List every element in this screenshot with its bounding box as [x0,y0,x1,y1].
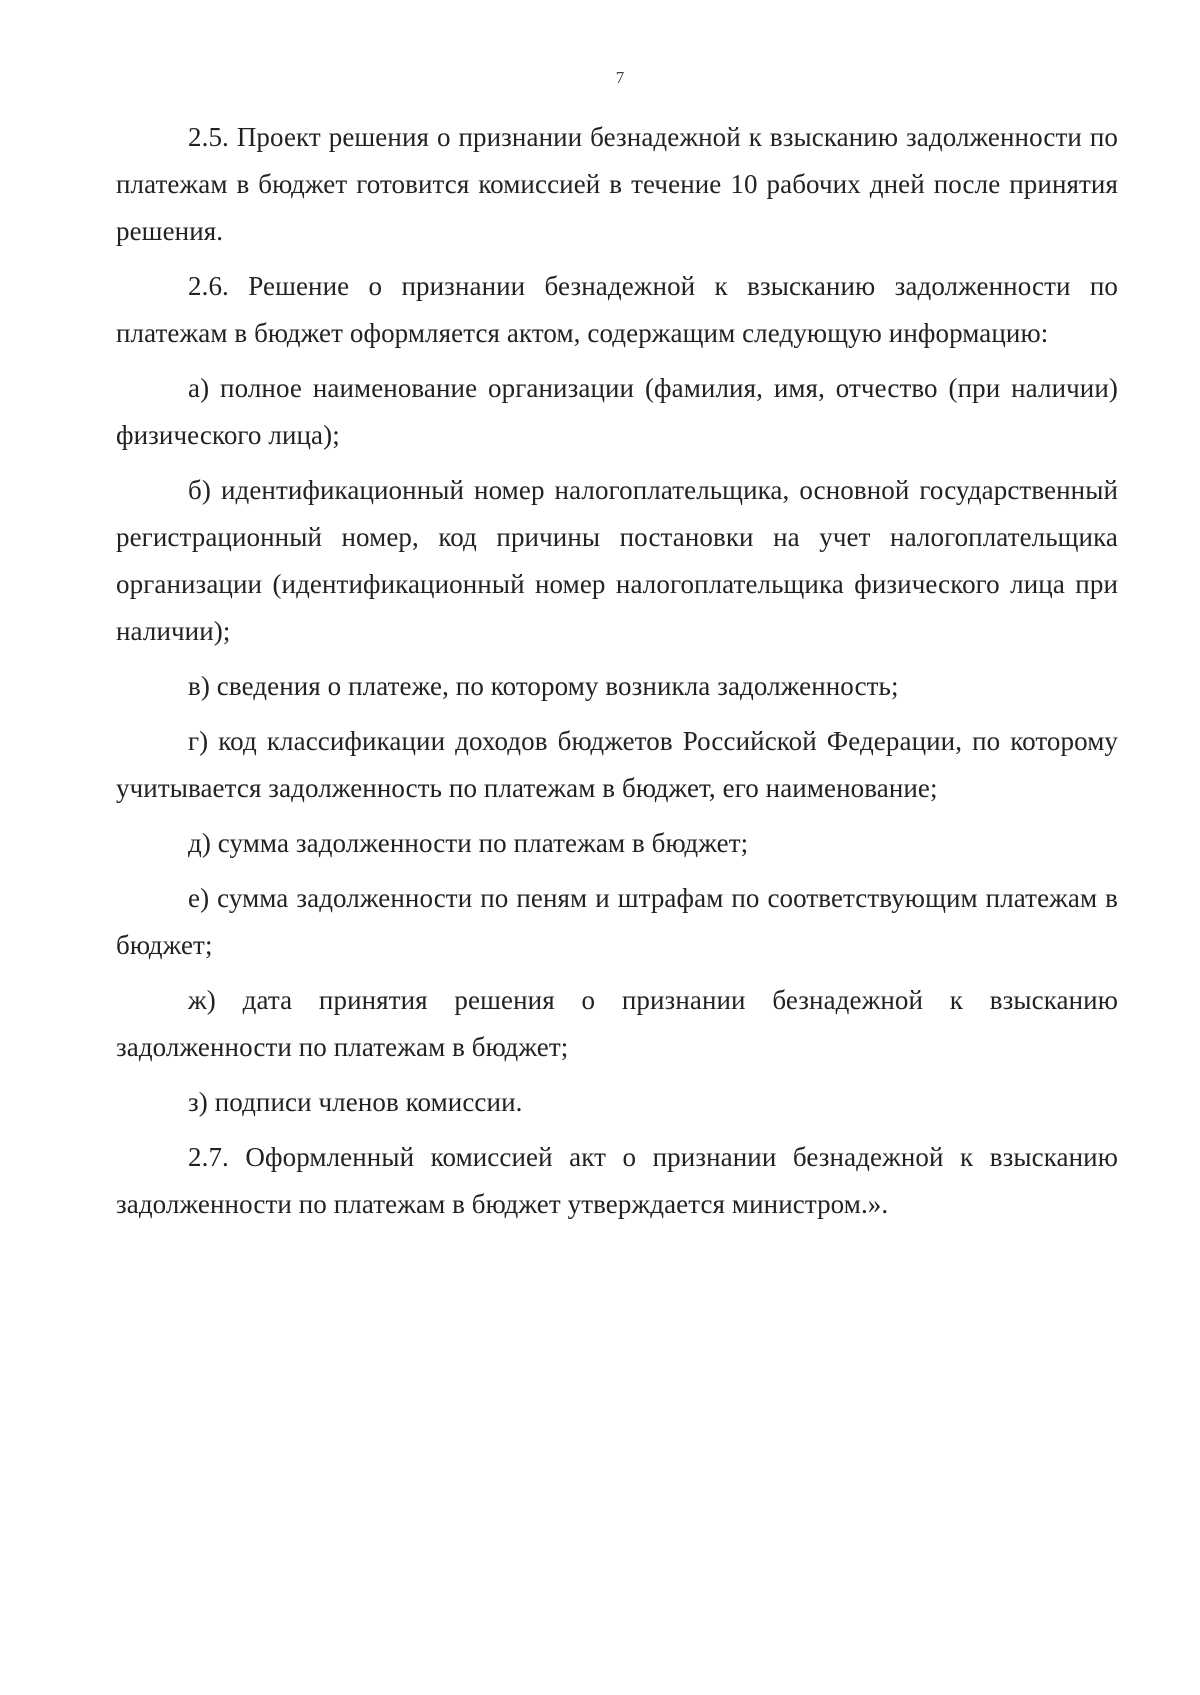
list-item-b: б) идентификационный номер налогоплательщика, основной государственный регистрационный номер, код причины постановки на учет налогоплательщика организации (идентификационный номер налогоплательщика физического лица при наличии); [116,475,1118,646]
list-item-zh: ж) дата принятия решения о признании безнадежной к взысканию задолженности по платежам в бюджет; [116,985,1118,1062]
list-item-z: з) подписи членов комиссии. [188,1087,523,1117]
list-item-g: г) код классификации доходов бюджетов Российской Федерации, по которому учитывается задолженность по платежам в бюджет, его наименование; [116,726,1118,803]
list-item-d: д) сумма задолженности по платежам в бюджет; [188,828,749,858]
paragraph-2-6: 2.6. Решение о признании безнадежной к взысканию задолженности по платежам в бюджет оформляется актом, содержащим следующую информацию: [116,271,1118,348]
page-number: 7 [615,68,625,87]
list-item-a: а) полное наименование организации (фамилия, имя, отчество (при наличии) физического лица); [116,373,1118,450]
document-body [116,114,1118,1228]
paragraph-2-5: 2.5. Проект решения о признании безнадежной к взысканию задолженности по платежам в бюджет готовится комиссией в течение 10 рабочих дней после принятия решения. [116,122,1118,246]
list-item-v: в) сведения о платеже, по которому возникла задолженность; [188,671,899,701]
paragraph-2-7: 2.7. Оформленный комиссией акт о признании безнадежной к взысканию задолженности по платежам в бюджет утверждается министром.». [116,1142,1118,1219]
list-item-e: е) сумма задолженности по пеням и штрафам по соответствующим платежам в бюджет; [116,883,1118,960]
